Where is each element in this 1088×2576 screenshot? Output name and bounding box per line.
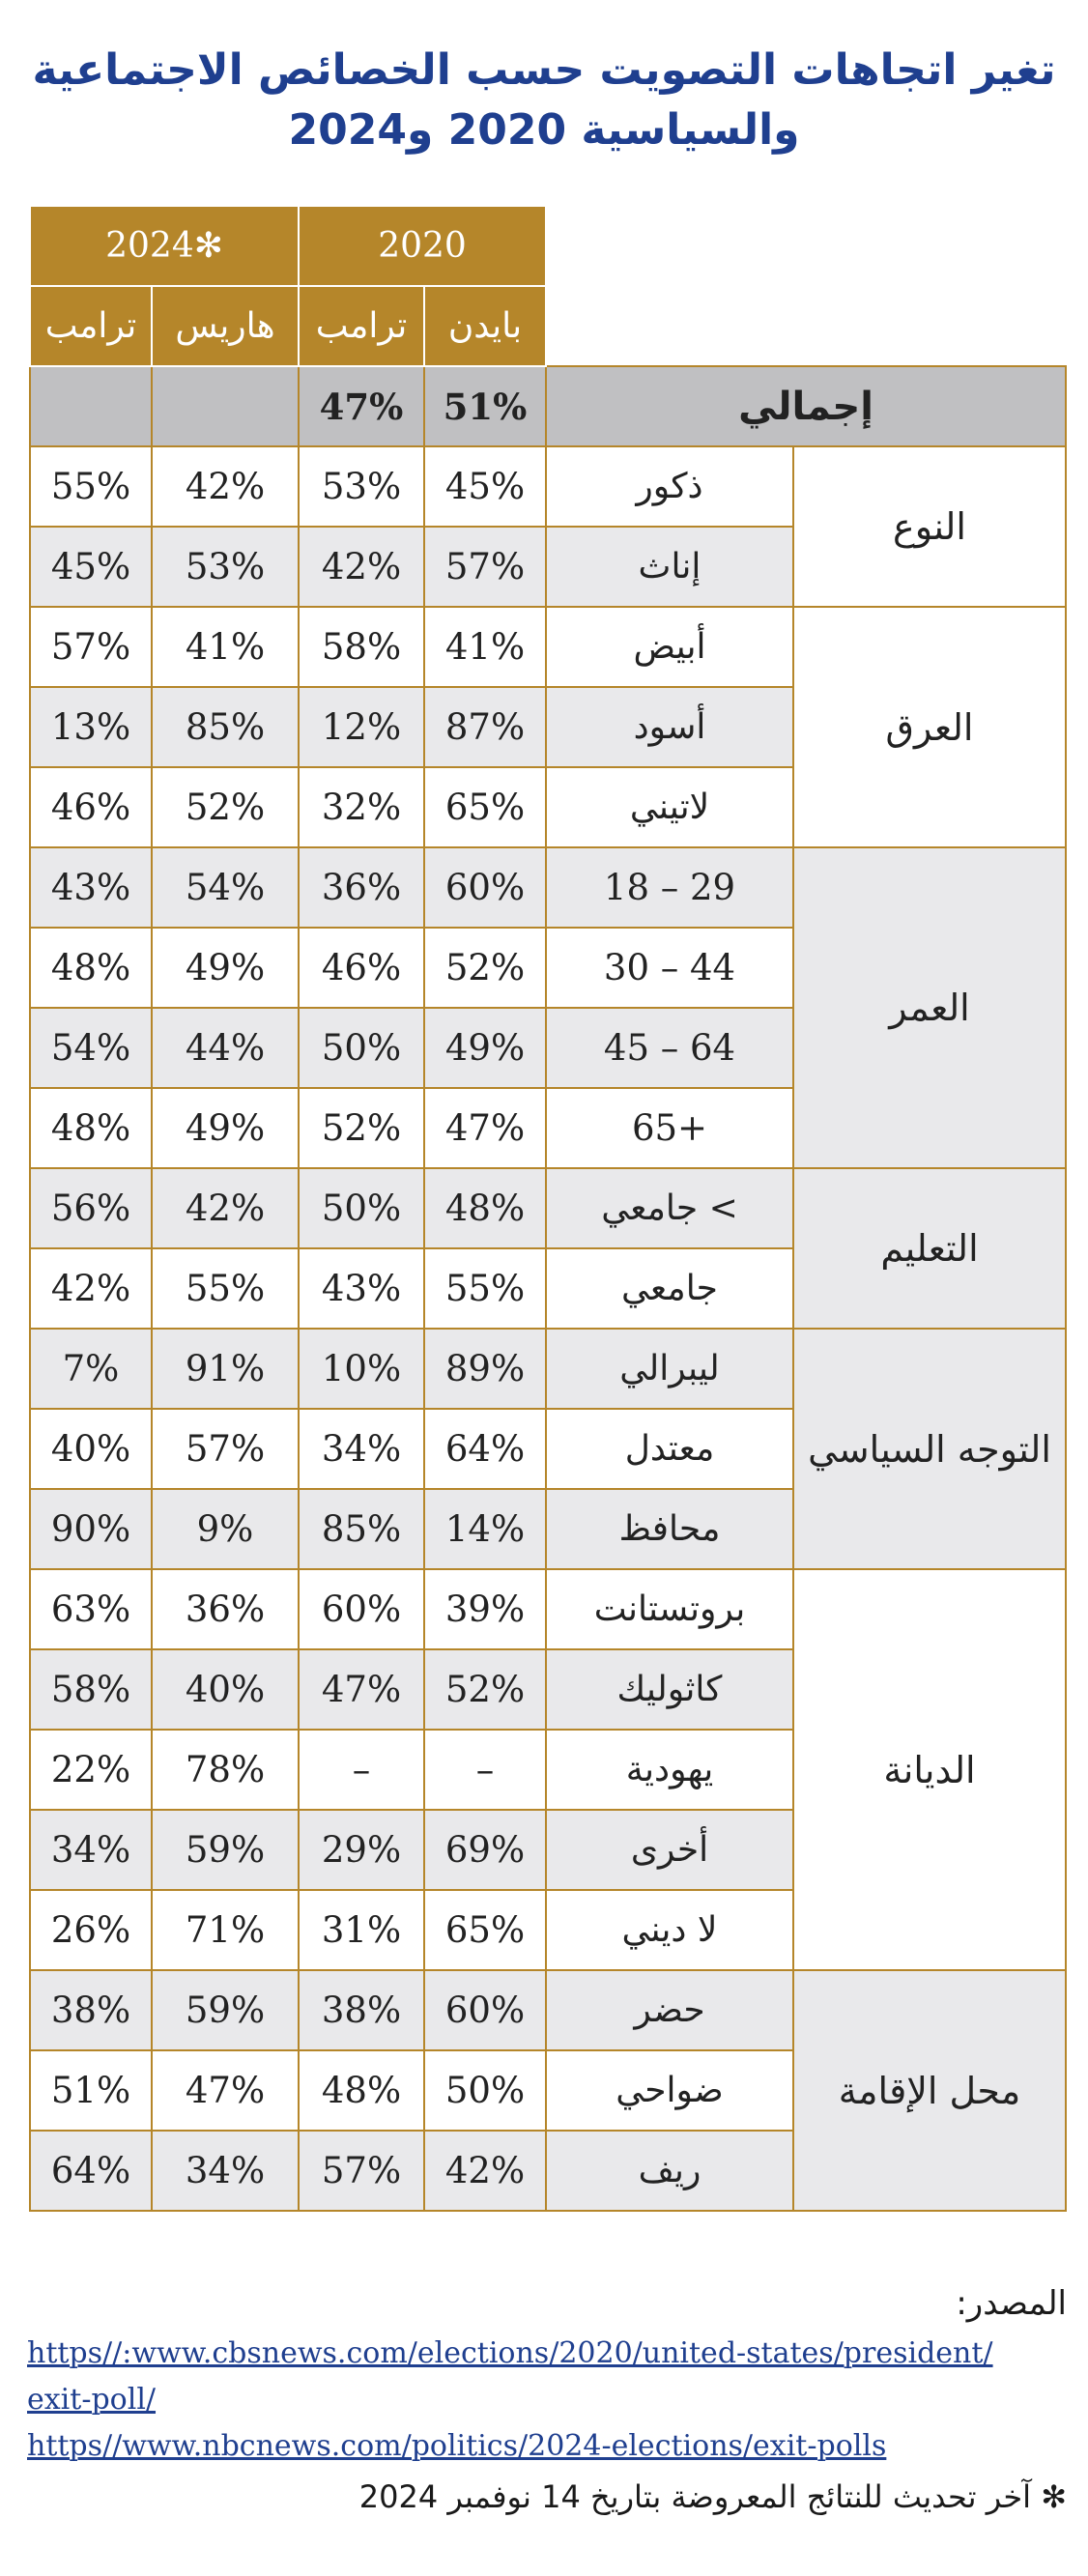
row-label: محافظ — [546, 1489, 793, 1569]
row-label: 65+ — [546, 1088, 793, 1168]
cell-trump-2020: 47% — [299, 366, 424, 446]
cell-trump-2024: 22% — [30, 1730, 152, 1810]
header-biden-2020: بايدن — [424, 286, 546, 366]
cell-biden-2020: 51% — [424, 366, 546, 446]
table-row — [30, 1970, 1066, 2050]
cell-trump-2020: 47% — [299, 1649, 424, 1730]
cell-biden-2020: 65% — [424, 1890, 546, 1970]
cell-harris-2024: 34% — [152, 2131, 299, 2211]
total-row — [30, 366, 1066, 446]
cell-trump-2024: 7% — [30, 1329, 152, 1409]
row-label: أخرى — [546, 1810, 793, 1890]
cell-trump-2020: 38% — [299, 1970, 424, 2050]
row-label: كاثوليك — [546, 1649, 793, 1730]
cell-harris-2024: 44% — [152, 1008, 299, 1088]
cell-biden-2020: 55% — [424, 1248, 546, 1329]
table-row — [30, 847, 1066, 928]
cell-trump-2024: 64% — [30, 2131, 152, 2211]
row-label: بروتستانت — [546, 1569, 793, 1649]
update-note: ✻ آخر تحديث للنتائج المعروضة بتاريخ 14 نوفمبر 2024 — [358, 2478, 1067, 2515]
header-2024: 2024✻ — [30, 206, 299, 286]
results-table-wrap — [29, 205, 1065, 2212]
cell-trump-2020: 29% — [299, 1810, 424, 1890]
table-row — [30, 607, 1066, 687]
cell-biden-2020: 50% — [424, 2050, 546, 2131]
row-label: حضر — [546, 1970, 793, 2050]
cell-harris-2024: 49% — [152, 928, 299, 1008]
cell-trump-2020: – — [299, 1730, 424, 1810]
table-row — [30, 1168, 1066, 1248]
source-label: المصدر: — [956, 2284, 1067, 2323]
cell-biden-2020: 41% — [424, 607, 546, 687]
cell-harris-2024: 42% — [152, 1168, 299, 1248]
group-age: العمر — [793, 847, 1066, 1168]
footer — [27, 2280, 1067, 2520]
cell-trump-2024: 48% — [30, 928, 152, 1008]
cell-biden-2020: 65% — [424, 767, 546, 847]
cell-trump-2020: 58% — [299, 607, 424, 687]
cell-trump-2020: 36% — [299, 847, 424, 928]
cell-trump-2024: 46% — [30, 767, 152, 847]
cell-trump-2024: 56% — [30, 1168, 152, 1248]
cell-harris-2024: 47% — [152, 2050, 299, 2131]
total-label: إجمالي — [546, 366, 1066, 446]
group-religion: الديانة — [793, 1569, 1066, 1970]
group-ideology: التوجه السياسي — [793, 1329, 1066, 1569]
cell-trump-2020: 60% — [299, 1569, 424, 1649]
cell-trump-2024: 54% — [30, 1008, 152, 1088]
cell-harris-2024: 42% — [152, 446, 299, 527]
row-label: إناث — [546, 527, 793, 607]
row-label: يهودية — [546, 1730, 793, 1810]
cell-harris-2024: 9% — [152, 1489, 299, 1569]
results-table — [29, 205, 1067, 2212]
cell-harris-2024: 55% — [152, 1248, 299, 1329]
cell-harris-2024: 41% — [152, 607, 299, 687]
cell-trump-2020: 57% — [299, 2131, 424, 2211]
cell-harris-2024 — [152, 366, 299, 446]
cell-harris-2024: 59% — [152, 1970, 299, 2050]
row-label: معتدل — [546, 1409, 793, 1489]
cell-harris-2024: 59% — [152, 1810, 299, 1890]
cell-trump-2020: 50% — [299, 1008, 424, 1088]
cell-trump-2024: 48% — [30, 1088, 152, 1168]
cell-trump-2020: 31% — [299, 1890, 424, 1970]
row-label: 30 – 44 — [546, 928, 793, 1008]
cell-trump-2020: 10% — [299, 1329, 424, 1409]
cell-biden-2020: – — [424, 1730, 546, 1810]
cell-harris-2024: 53% — [152, 527, 299, 607]
cell-harris-2024: 54% — [152, 847, 299, 928]
table-row — [30, 446, 1066, 527]
cell-biden-2020: 52% — [424, 928, 546, 1008]
cell-trump-2024: 57% — [30, 607, 152, 687]
cell-trump-2024: 13% — [30, 687, 152, 767]
cell-biden-2020: 52% — [424, 1649, 546, 1730]
cell-trump-2020: 32% — [299, 767, 424, 847]
cell-trump-2020: 52% — [299, 1088, 424, 1168]
cell-biden-2020: 47% — [424, 1088, 546, 1168]
cell-biden-2020: 42% — [424, 2131, 546, 2211]
cell-trump-2024: 63% — [30, 1569, 152, 1649]
cell-trump-2024: 90% — [30, 1489, 152, 1569]
header-trump-2024: ترامب — [30, 286, 152, 366]
row-label: أسود — [546, 687, 793, 767]
group-gender: النوع — [793, 446, 1066, 607]
cell-harris-2024: 71% — [152, 1890, 299, 1970]
cell-trump-2020: 85% — [299, 1489, 424, 1569]
cell-trump-2024: 58% — [30, 1649, 152, 1730]
title-line-2: والسياسية 2020 و2024 — [288, 105, 800, 155]
cell-biden-2020: 45% — [424, 446, 546, 527]
page-title — [0, 41, 1088, 160]
row-label: ليبرالي — [546, 1329, 793, 1409]
cell-trump-2020: 43% — [299, 1248, 424, 1329]
header-trump-2020: ترامب — [299, 286, 424, 366]
cell-biden-2020: 64% — [424, 1409, 546, 1489]
cell-trump-2020: 48% — [299, 2050, 424, 2131]
title-line-1: تغير اتجاهات التصويت حسب الخصائص الاجتماعية — [32, 45, 1056, 95]
cell-trump-2024: 55% — [30, 446, 152, 527]
cell-biden-2020: 39% — [424, 1569, 546, 1649]
table-row — [30, 1569, 1066, 1649]
cell-harris-2024: 40% — [152, 1649, 299, 1730]
row-label: ذكور — [546, 446, 793, 527]
row-label: جامعي — [546, 1248, 793, 1329]
cell-trump-2024: 40% — [30, 1409, 152, 1489]
row-label: لاتيني — [546, 767, 793, 847]
row-label: لا ديني — [546, 1890, 793, 1970]
source-link-nbc[interactable]: https//www.nbcnews.com/politics/2024-elections/exit-polls — [27, 2429, 887, 2463]
cell-biden-2020: 87% — [424, 687, 546, 767]
row-label: > جامعي — [546, 1168, 793, 1248]
cell-harris-2024: 85% — [152, 687, 299, 767]
cell-harris-2024: 78% — [152, 1730, 299, 1810]
cell-trump-2024 — [30, 366, 152, 446]
cell-biden-2020: 89% — [424, 1329, 546, 1409]
header-harris-2024: هاريس — [152, 286, 299, 366]
cell-harris-2024: 49% — [152, 1088, 299, 1168]
cell-biden-2020: 49% — [424, 1008, 546, 1088]
cell-trump-2020: 42% — [299, 527, 424, 607]
cell-biden-2020: 60% — [424, 1970, 546, 2050]
table-row — [30, 1329, 1066, 1409]
row-label: ضواحي — [546, 2050, 793, 2131]
cell-trump-2024: 43% — [30, 847, 152, 928]
cell-trump-2020: 50% — [299, 1168, 424, 1248]
cell-harris-2024: 36% — [152, 1569, 299, 1649]
cell-harris-2024: 57% — [152, 1409, 299, 1489]
header-2020: 2020 — [299, 206, 546, 286]
row-label: ريف — [546, 2131, 793, 2211]
cell-trump-2024: 34% — [30, 1810, 152, 1890]
cell-trump-2024: 51% — [30, 2050, 152, 2131]
row-label: أبيض — [546, 607, 793, 687]
cell-trump-2020: 53% — [299, 446, 424, 527]
row-label: 18 – 29 — [546, 847, 793, 928]
source-link-cbs[interactable]: https//:www.cbsnews.com/elections/2020/united-states/president/exit-poll/ — [27, 2336, 993, 2417]
cell-harris-2024: 52% — [152, 767, 299, 847]
cell-trump-2024: 45% — [30, 527, 152, 607]
group-residence: محل الإقامة — [793, 1970, 1066, 2211]
cell-biden-2020: 14% — [424, 1489, 546, 1569]
cell-biden-2020: 48% — [424, 1168, 546, 1248]
cell-biden-2020: 69% — [424, 1810, 546, 1890]
cell-trump-2024: 42% — [30, 1248, 152, 1329]
cell-harris-2024: 91% — [152, 1329, 299, 1409]
cell-trump-2024: 38% — [30, 1970, 152, 2050]
cell-trump-2020: 46% — [299, 928, 424, 1008]
group-education: التعليم — [793, 1168, 1066, 1329]
cell-biden-2020: 57% — [424, 527, 546, 607]
row-label: 45 – 64 — [546, 1008, 793, 1088]
group-race: العرق — [793, 607, 1066, 847]
cell-trump-2020: 12% — [299, 687, 424, 767]
cell-trump-2020: 34% — [299, 1409, 424, 1489]
cell-biden-2020: 60% — [424, 847, 546, 928]
cell-trump-2024: 26% — [30, 1890, 152, 1970]
